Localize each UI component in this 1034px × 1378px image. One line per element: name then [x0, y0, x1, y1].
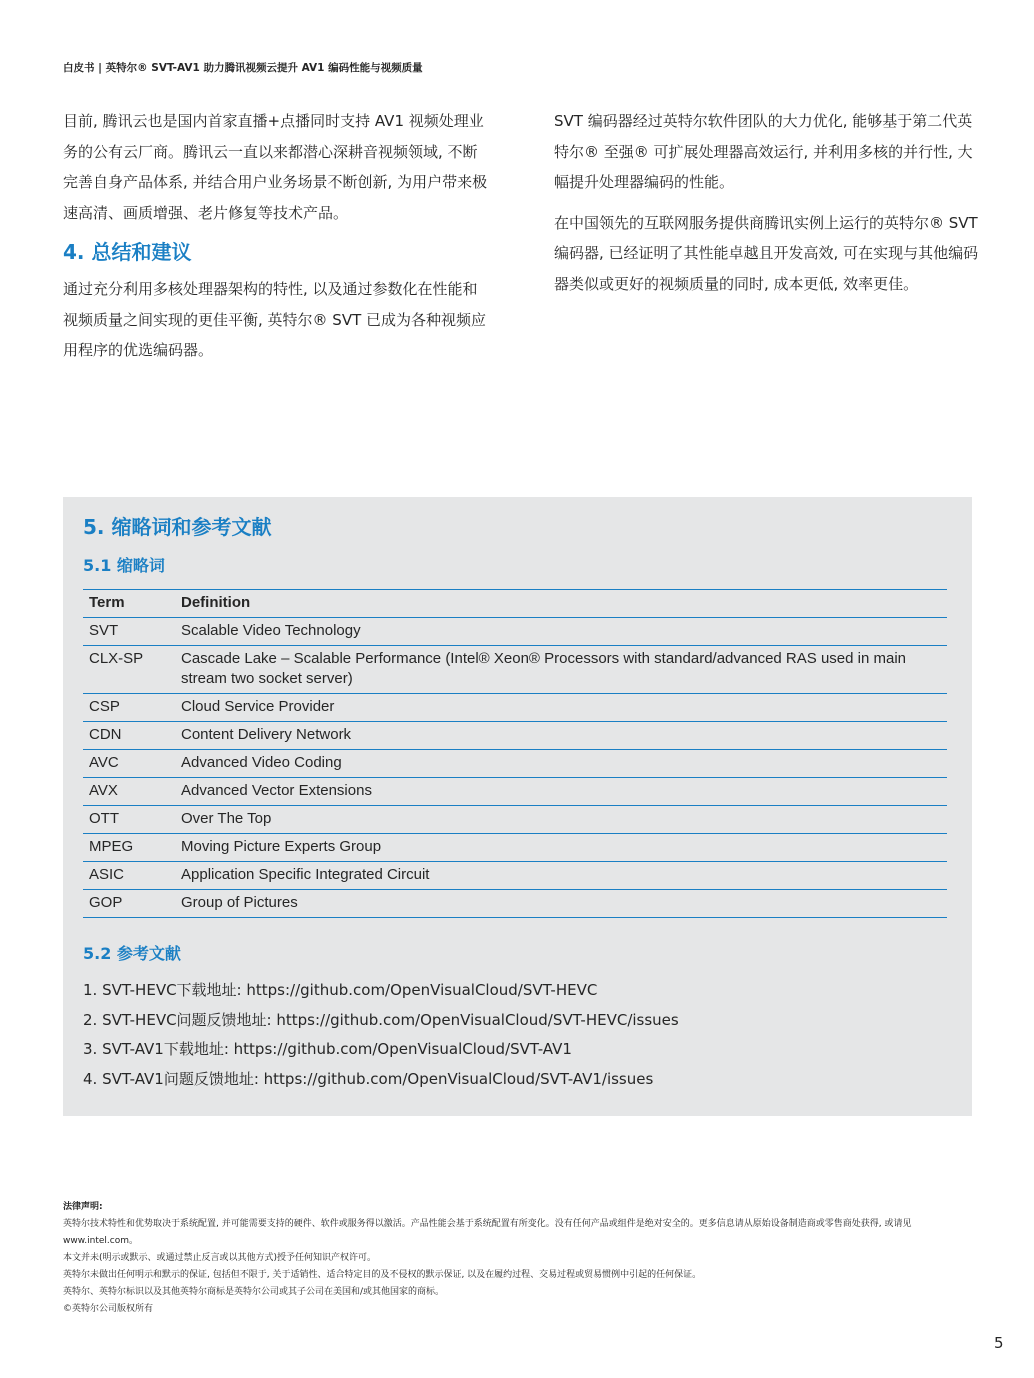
definition-cell: Advanced Video Coding — [175, 750, 947, 778]
right-column — [554, 106, 980, 299]
term-cell: CDN — [83, 722, 175, 750]
section-5-title: 5. 缩略词和参考文献 — [83, 515, 272, 539]
table-row — [83, 778, 947, 806]
legal-line: 英特尔技术特性和优势取决于系统配置, 并可能需要支持的硬件、软件或服务得以激活。产品性能会基于系统配置有所变化。没有任何产品或组件是绝对安全的。更多信息请从原始设备制造商或零售商处获得, 或请见 www.intel.com。 — [63, 1219, 912, 1246]
legal-notice — [63, 1199, 978, 1318]
summary-paragraph: 通过充分利用多核处理器架构的特性, 以及通过参数化在性能和视频质量之间实现的更佳平衡, 英特尔® SVT 已成为各种视频应用程序的优选编码器。 — [63, 280, 487, 359]
tencent-case-paragraph: 在中国领先的互联网服务提供商腾讯实例上运行的英特尔® SVT 编码器, 已经证明了其性能卓越且开发高效, 可在实现与其他编码器类似或更好的视频质量的同时, 成本更低, 效率更佳。 — [554, 213, 979, 293]
definition-cell: Over The Top — [175, 806, 947, 834]
references-subtitle: 5.2 参考文献 — [83, 944, 181, 963]
table-row — [83, 834, 947, 862]
left-column — [63, 106, 489, 366]
table-row — [83, 722, 947, 750]
term-column-header: Term — [83, 590, 175, 618]
table-row — [83, 750, 947, 778]
section-4-title: 4. 总结和建议 — [63, 240, 192, 264]
term-cell: ASIC — [83, 862, 175, 890]
legal-line: 本文并未(明示或默示、或通过禁止反言或以其他方式)授予任何知识产权许可。 — [63, 1253, 377, 1263]
intro-paragraph: 目前, 腾讯云也是国内首家直播+点播同时支持 AV1 视频处理业务的公有云厂商。腾讯云一直以来都潜心深耕音视频领域, 不断完善自身产品体系, 并结合用户业务场景不断创新, 为用户带来极速高清、画质增强、老片修复等技术产品。 — [63, 112, 488, 222]
legal-line: 英特尔未做出任何明示和默示的保证, 包括但不限于, 关于适销性、适合特定目的及不侵权的默示保证, 以及在履约过程、交易过程或贸易惯例中引起的任何保证。 — [63, 1270, 702, 1280]
abbreviations-subtitle: 5.1 缩略词 — [83, 556, 165, 575]
abbreviations-table — [83, 589, 947, 918]
reference-item: 1. SVT-HEVC下载地址: https://github.com/OpenVisualCloud/SVT-HEVC — [83, 981, 598, 999]
references-list — [83, 976, 679, 1094]
table-row — [83, 618, 947, 646]
table-row — [83, 890, 947, 918]
term-cell: MPEG — [83, 834, 175, 862]
term-cell: CSP — [83, 694, 175, 722]
term-cell: CLX-SP — [83, 646, 175, 694]
term-cell: GOP — [83, 890, 175, 918]
definition-cell: Application Specific Integrated Circuit — [175, 862, 947, 890]
reference-item: 2. SVT-HEVC问题反馈地址: https://github.com/OpenVisualCloud/SVT-HEVC/issues — [83, 1010, 679, 1029]
reference-item: 4. SVT-AV1问题反馈地址: https://github.com/OpenVisualCloud/SVT-AV1/issues — [83, 1069, 654, 1088]
reference-item: 3. SVT-AV1下载地址: https://github.com/OpenVisualCloud/SVT-AV1 — [83, 1040, 572, 1058]
table-row — [83, 646, 947, 694]
definition-cell: Cloud Service Provider — [175, 694, 947, 722]
document-header: 白皮书 | 英特尔® SVT-AV1 助力腾讯视频云提升 AV1 编码性能与视频质量 — [63, 62, 423, 74]
term-cell: OTT — [83, 806, 175, 834]
table-row — [83, 806, 947, 834]
table-row — [83, 862, 947, 890]
definition-cell: Advanced Vector Extensions — [175, 778, 947, 806]
abbreviations-references-box — [63, 497, 972, 1116]
definition-cell: Group of Pictures — [175, 890, 947, 918]
legal-line: 英特尔、英特尔标识以及其他英特尔商标是英特尔公司或其子公司在美国和/或其他国家的商标。 — [63, 1287, 445, 1297]
term-cell: AVX — [83, 778, 175, 806]
definition-column-header: Definition — [175, 590, 947, 618]
legal-title: 法律声明: — [63, 1202, 103, 1212]
table-row — [83, 694, 947, 722]
copyright-line: ©英特尔公司版权所有 — [63, 1304, 154, 1314]
page-number: 5 — [994, 1334, 1004, 1352]
term-cell: AVC — [83, 750, 175, 778]
term-cell: SVT — [83, 618, 175, 646]
definition-cell: Scalable Video Technology — [175, 618, 947, 646]
definition-cell: Cascade Lake – Scalable Performance (Intel® Xeon® Processors with standard/advanced RAS used in main stream two socket server) — [175, 646, 947, 694]
table-header-row — [83, 590, 947, 618]
definition-cell: Moving Picture Experts Group — [175, 834, 947, 862]
svt-optimization-paragraph: SVT 编码器经过英特尔软件团队的大力优化, 能够基于第二代英特尔® 至强® 可扩展处理器高效运行, 并利用多核的并行性, 大幅提升处理器编码的性能。 — [554, 112, 973, 191]
definition-cell: Content Delivery Network — [175, 722, 947, 750]
